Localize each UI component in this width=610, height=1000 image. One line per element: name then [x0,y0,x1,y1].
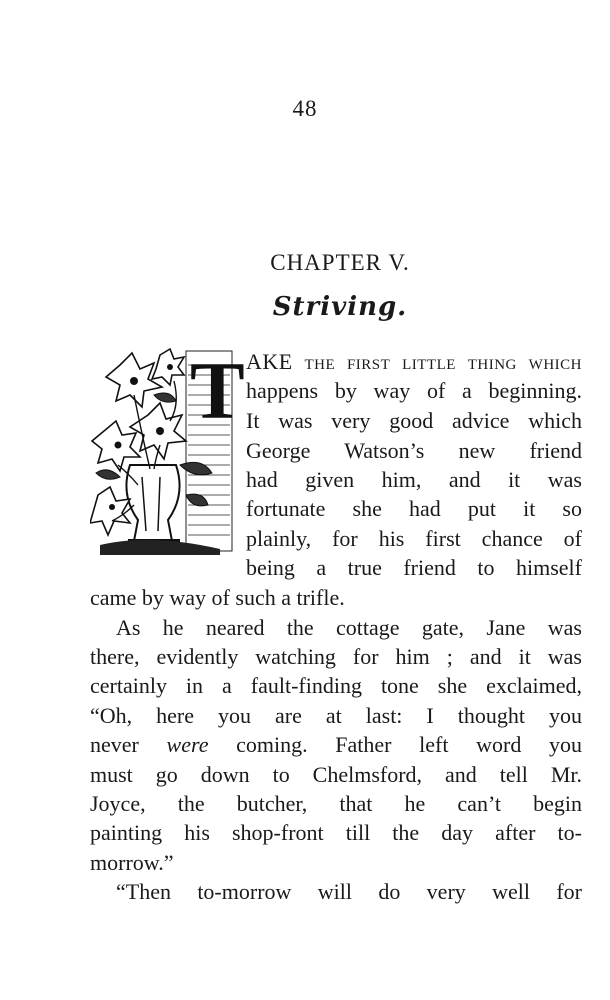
page-number: 48 [292,96,318,121]
text-line-4: George Watson’s new friend [246,438,582,463]
chapter-heading: CHAPTER V. [270,250,410,275]
text-line-2: happens by way of a beginning. [246,378,582,403]
text-line-3: It was very good advice which [246,408,582,433]
text-line-7: plainly, for his first chance of [246,526,582,551]
text-line-19: “Then to-morrow will do very well for [116,879,582,904]
text-line-17: painting his shop-front till the day after to- [90,820,582,845]
text-line-5: had given him, and it was [246,467,582,492]
text-line-18: morrow.” [90,850,174,875]
text-line-6: fortunate she had put it so [246,496,582,521]
chapter-title: Striving. [272,292,408,322]
text-line-1: AKE the first little thing which [246,349,582,374]
dropcap-letter: T [190,345,245,436]
text-line-15: must go down to Chelmsford, and tell Mr. [90,762,582,787]
text-line-8: being a true friend to himself [246,555,582,580]
text-line-16: Joyce, the butcher, that he can’t begin [90,791,582,816]
text-line-11: there, evidently watching for him ; and it was [90,644,582,669]
text-line-9: came by way of such a trifle. [90,585,345,610]
text-line-10: As he neared the cottage gate, Jane was [116,615,582,640]
text-line-13: “Oh, here you are at last: I thought you [90,703,582,728]
text-line-14: never were coming. Father left word you [90,732,583,757]
text-line-12: certainly in a fault-finding tone she exclaimed, [90,673,582,698]
